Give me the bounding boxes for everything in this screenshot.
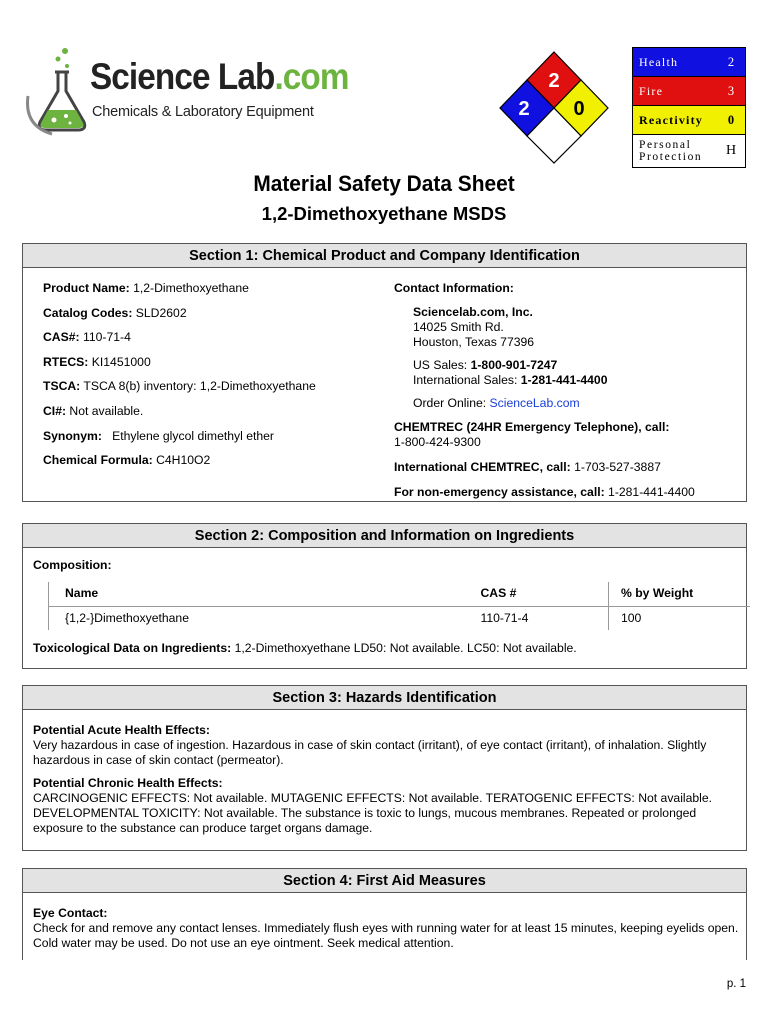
field-label: Chemical Formula:	[43, 453, 153, 468]
non-emergency	[394, 485, 739, 500]
hmis-fire-label: Fire	[639, 83, 664, 98]
document-title: Material Safety Data Sheet	[253, 171, 515, 196]
column-header-weight: % by Weight	[609, 582, 751, 606]
field-value: Not available.	[66, 403, 144, 418]
field-value: TSCA 8(b) inventory: 1,2-Dimethoxyethane	[80, 379, 316, 394]
field-value: Ethylene glycol dimethyl ether	[101, 428, 274, 443]
logo-wordmark	[90, 58, 349, 95]
section-4-heading: Section 4: First Aid Measures	[23, 869, 746, 893]
field-chemical-formula	[43, 453, 383, 478]
chemtrec-label: CHEMTREC (24HR Emergency Telephone), call:	[394, 420, 670, 434]
section-3	[22, 685, 747, 851]
field-rtecs	[43, 355, 383, 380]
cell-weight: 100	[609, 606, 751, 630]
column-header-cas: CAS #	[469, 582, 609, 606]
field-label: Product Name:	[43, 281, 130, 295]
address-line-2: Houston, Texas 77396	[413, 335, 535, 349]
field-label: CI#:	[43, 403, 67, 418]
field-cas	[43, 330, 383, 355]
acute-effects-label: Potential Acute Health Effects:	[33, 723, 210, 737]
us-sales-label: US Sales:	[413, 358, 471, 372]
section-3-heading: Section 3: Hazards Identification	[23, 686, 746, 710]
document-subtitle: 1,2-Dimethoxyethane MSDS	[261, 203, 507, 224]
contact-label: Contact Information:	[394, 281, 514, 295]
sciencelab-logo	[22, 46, 349, 136]
table-header-row	[49, 582, 751, 606]
flask-icon	[22, 46, 92, 136]
order-online-label: Order Online:	[413, 396, 490, 410]
field-value: SLD2602	[132, 305, 187, 320]
company-name: Sciencelab.com, Inc.	[413, 305, 533, 319]
nfpa-fire-value: 2	[548, 70, 560, 92]
hmis-ppe-value: H	[725, 143, 737, 158]
field-value: 1,2-Dimethoxyethane	[129, 281, 249, 295]
hmis-label	[632, 47, 746, 168]
field-label: CAS#:	[43, 330, 80, 345]
hmis-health-value: 2	[727, 54, 735, 69]
logo-domain-text: .com	[274, 56, 349, 97]
section-4	[22, 868, 747, 960]
non-emergency-phone: 1-281-441-4400	[604, 485, 695, 499]
field-tsca	[43, 379, 383, 404]
field-value: C4H10O2	[152, 453, 211, 468]
field-label: Catalog Codes:	[43, 305, 133, 320]
us-sales-phone: 1-800-901-7247	[470, 358, 558, 372]
eye-contact-label: Eye Contact:	[33, 906, 108, 920]
composition-label: Composition:	[33, 558, 112, 572]
nfpa-diamond	[499, 50, 609, 165]
logo-main-text: Science Lab	[90, 56, 275, 97]
section-1-heading: Section 1: Chemical Product and Company Identification	[23, 244, 746, 268]
first-aid-body	[33, 906, 743, 951]
hmis-fire-value: 3	[727, 83, 735, 98]
address-line-1: 14025 Smith Rd.	[413, 320, 504, 334]
cell-cas: 110-71-4	[480, 610, 529, 625]
hmis-reactivity-row	[633, 106, 745, 135]
sciencelab-link[interactable]: ScienceLab.com	[489, 396, 580, 410]
intl-chemtrec	[394, 460, 739, 475]
field-label: RTECS:	[43, 354, 89, 369]
column-header-name: Name	[49, 582, 469, 606]
logo-tagline: Chemicals & Laboratory Equipment	[92, 104, 314, 120]
page-number: p. 1	[726, 978, 746, 990]
table-row	[49, 606, 751, 630]
chronic-effects-label: Potential Chronic Health Effects:	[33, 776, 223, 790]
nfpa-health-value: 2	[518, 98, 530, 120]
section-2-heading: Section 2: Composition and Information on Ingredients	[23, 524, 746, 548]
hazards-body	[33, 723, 743, 836]
chronic-effects-text: CARCINOGENIC EFFECTS: Not available. MUTAGENIC EFFECTS: Not available. TERATOGENIC EFFECTS: Not available. DEVELOPMENTAL TOXICITY: Not available. The substance is toxic to lungs, mucous membranes. Repeated or prolonged exposure to the substance can produce target organs damage.	[33, 791, 713, 835]
hmis-health-label: Health	[639, 54, 679, 69]
non-emergency-label: For non-emergency assistance, call:	[394, 485, 605, 499]
hmis-health-row	[633, 48, 745, 77]
intl-chemtrec-phone: 1-703-527-3887	[570, 460, 661, 474]
hmis-reactivity-value: 0	[727, 112, 735, 127]
tox-label: Toxicological Data on Ingredients:	[33, 641, 232, 655]
section-2	[22, 523, 747, 669]
toxicological-data	[33, 641, 577, 656]
contact-information	[394, 281, 739, 500]
chemtrec-phone: 1-800-424-9300	[394, 435, 481, 449]
field-value: KI1451000	[88, 354, 151, 369]
hmis-ppe-label: Personal Protection	[639, 139, 703, 163]
acute-effects-text: Very hazardous in case of ingestion. Hazardous in case of skin contact (irritant), of eye contact (irritant), of inhalation. Slightly hazardous in case of skin contact (permeator).	[33, 738, 707, 767]
intl-sales	[394, 373, 739, 388]
tox-text: 1,2-Dimethoxyethane LD50: Not available. LC50: Not available.	[231, 641, 577, 655]
product-fields	[43, 281, 383, 478]
hmis-fire-row	[633, 77, 745, 106]
cell-name: {1,2-}Dimethoxyethane	[49, 606, 469, 630]
nfpa-reactivity-value: 0	[573, 98, 585, 120]
intl-chemtrec-label: International CHEMTREC, call:	[394, 460, 571, 474]
us-sales	[394, 358, 739, 373]
field-label: Synonym:	[43, 428, 102, 443]
field-synonym	[43, 429, 383, 454]
intl-sales-label: International Sales:	[413, 373, 521, 387]
intl-sales-phone: 1-281-441-4400	[520, 373, 608, 387]
order-online	[394, 396, 739, 411]
field-value: 110-71-4	[79, 330, 131, 345]
field-ci	[43, 404, 383, 429]
field-catalog-codes	[43, 306, 383, 331]
field-label: TSCA:	[43, 379, 81, 394]
field-product-name	[43, 281, 383, 306]
composition-table	[48, 582, 750, 630]
hmis-reactivity-label: Reactivity	[639, 112, 703, 127]
section-1	[22, 243, 747, 502]
hmis-ppe-row	[633, 135, 745, 167]
eye-contact-text: Check for and remove any contact lenses. Immediately flush eyes with running water for at least 15 minutes, keeping eyelids open. Cold water may be used. Do not use an eye ointment. Seek medical attention.	[33, 921, 739, 950]
